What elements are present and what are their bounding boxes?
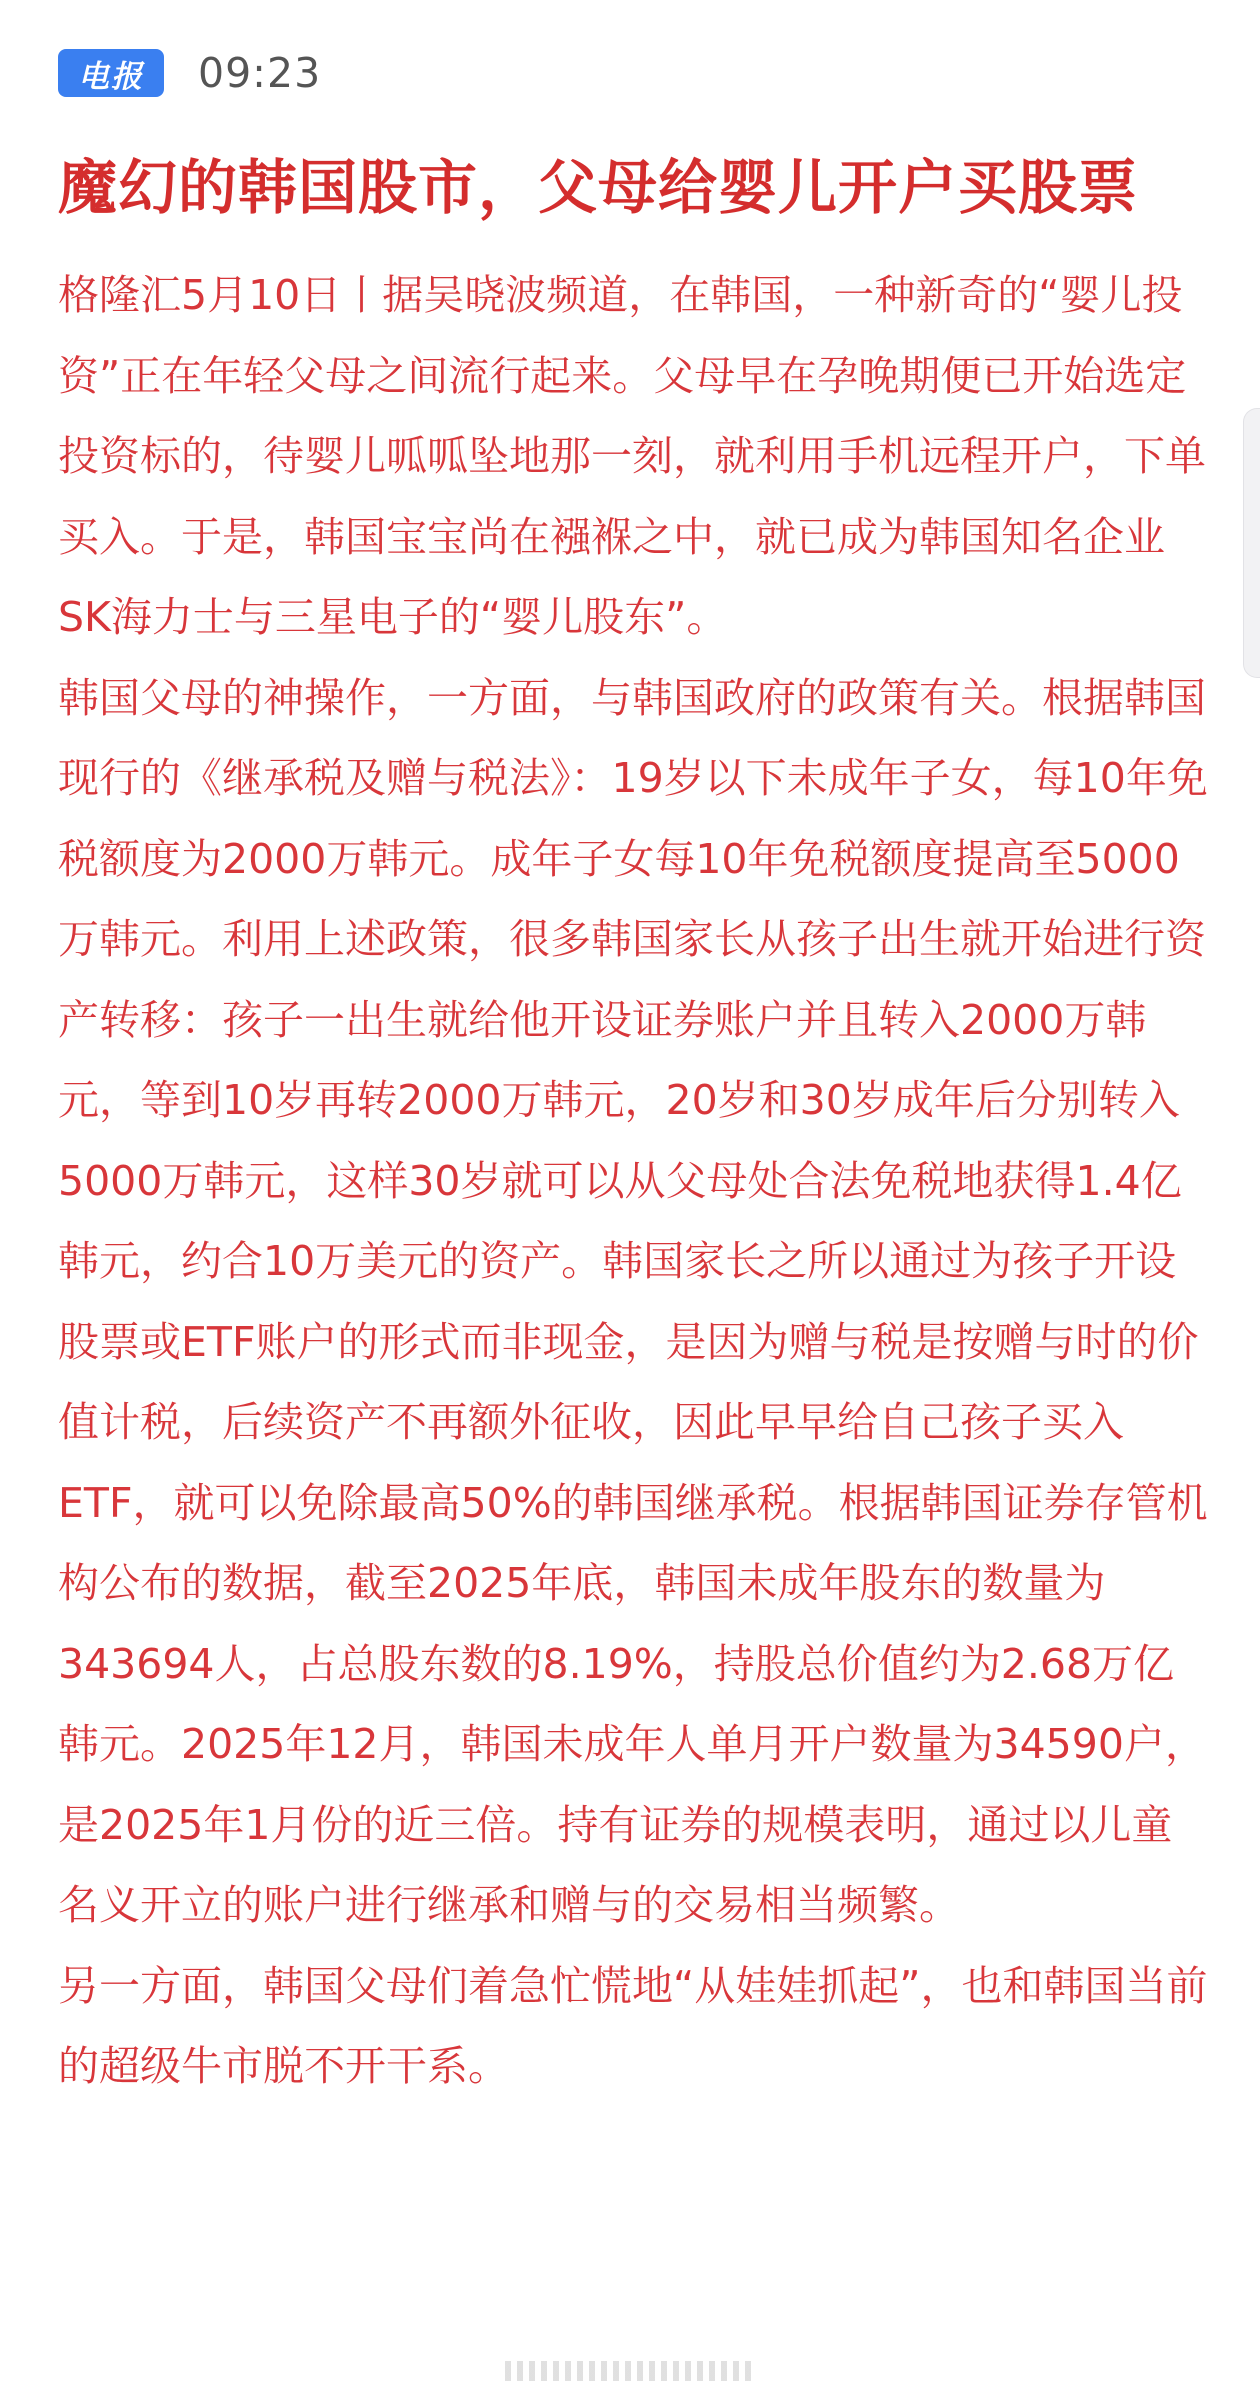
article-header [58, 48, 321, 98]
article-body [58, 255, 1208, 2107]
article-title: 魔幻的韩国股市，父母给婴儿开户买股票 [58, 153, 1139, 222]
paragraph-intro: 格隆汇5月10日丨据吴晓波频道，在韩国，一种新奇的“婴儿投资”正在年轻父母之间流行起来。父母早在孕晚期便已开始选定投资标的，待婴儿呱呱坠地那一刻，就利用手机远程开户，下单买入。于是，韩国宝宝尚在襁褓之中，就已成为韩国知名企业SK海力士与三星电子的“婴儿股东”。 [58, 271, 1206, 641]
publish-time: 09:23 [198, 49, 322, 97]
paragraph-policy: 韩国父母的神操作，一方面，与韩国政府的政策有关。根据韩国现行的《继承税及赠与税法》：19岁以下未成年子女，每10年免税额度为2000万韩元。成年子女每10年免税额度提高至5000万韩元。利用上述政策，很多韩国家长从孩子出生就开始进行资产转移：孩子一出生就给他开设证券账户并且转入2000万韩元，等到10岁再转2000万韩元，20岁和30岁成年后分别转入5000万韩元，这样30岁就可以从父母处合法免税地获得1.4亿韩元，约合10万美元的资产。韩国家长之所以通过为孩子开设股票或ETF账户的形式而非现金，是因为赠与税是按赠与时的价值计税，后续资产不再额外征收，因此早早给自己孩子买入ETF，就可以免除最高50%的韩国继承税。根据韩国证券存管机构公布的数据，截至2025年底，韩国未成年股东的数量为343694人，占总股东数的8.19%，持股总价值约为2.68万亿韩元。2025年12月，韩国未成年人单月开户数量为34590户，是2025年1月份的近三倍。持有证券的规模表明，通过以儿童名义开立的账户进行继承和赠与的交易相当频繁。 [58, 673, 1208, 1929]
home-indicator-segment [505, 2361, 755, 2381]
paragraph-market: 另一方面，韩国父母们着急忙慌地“从娃娃抓起”，也和韩国当前的超级牛市脱不开干系。 [58, 1961, 1208, 2090]
home-indicator [505, 2361, 755, 2381]
side-scroll-handle[interactable] [1243, 408, 1260, 678]
telegraph-badge: 电报 [58, 49, 164, 97]
